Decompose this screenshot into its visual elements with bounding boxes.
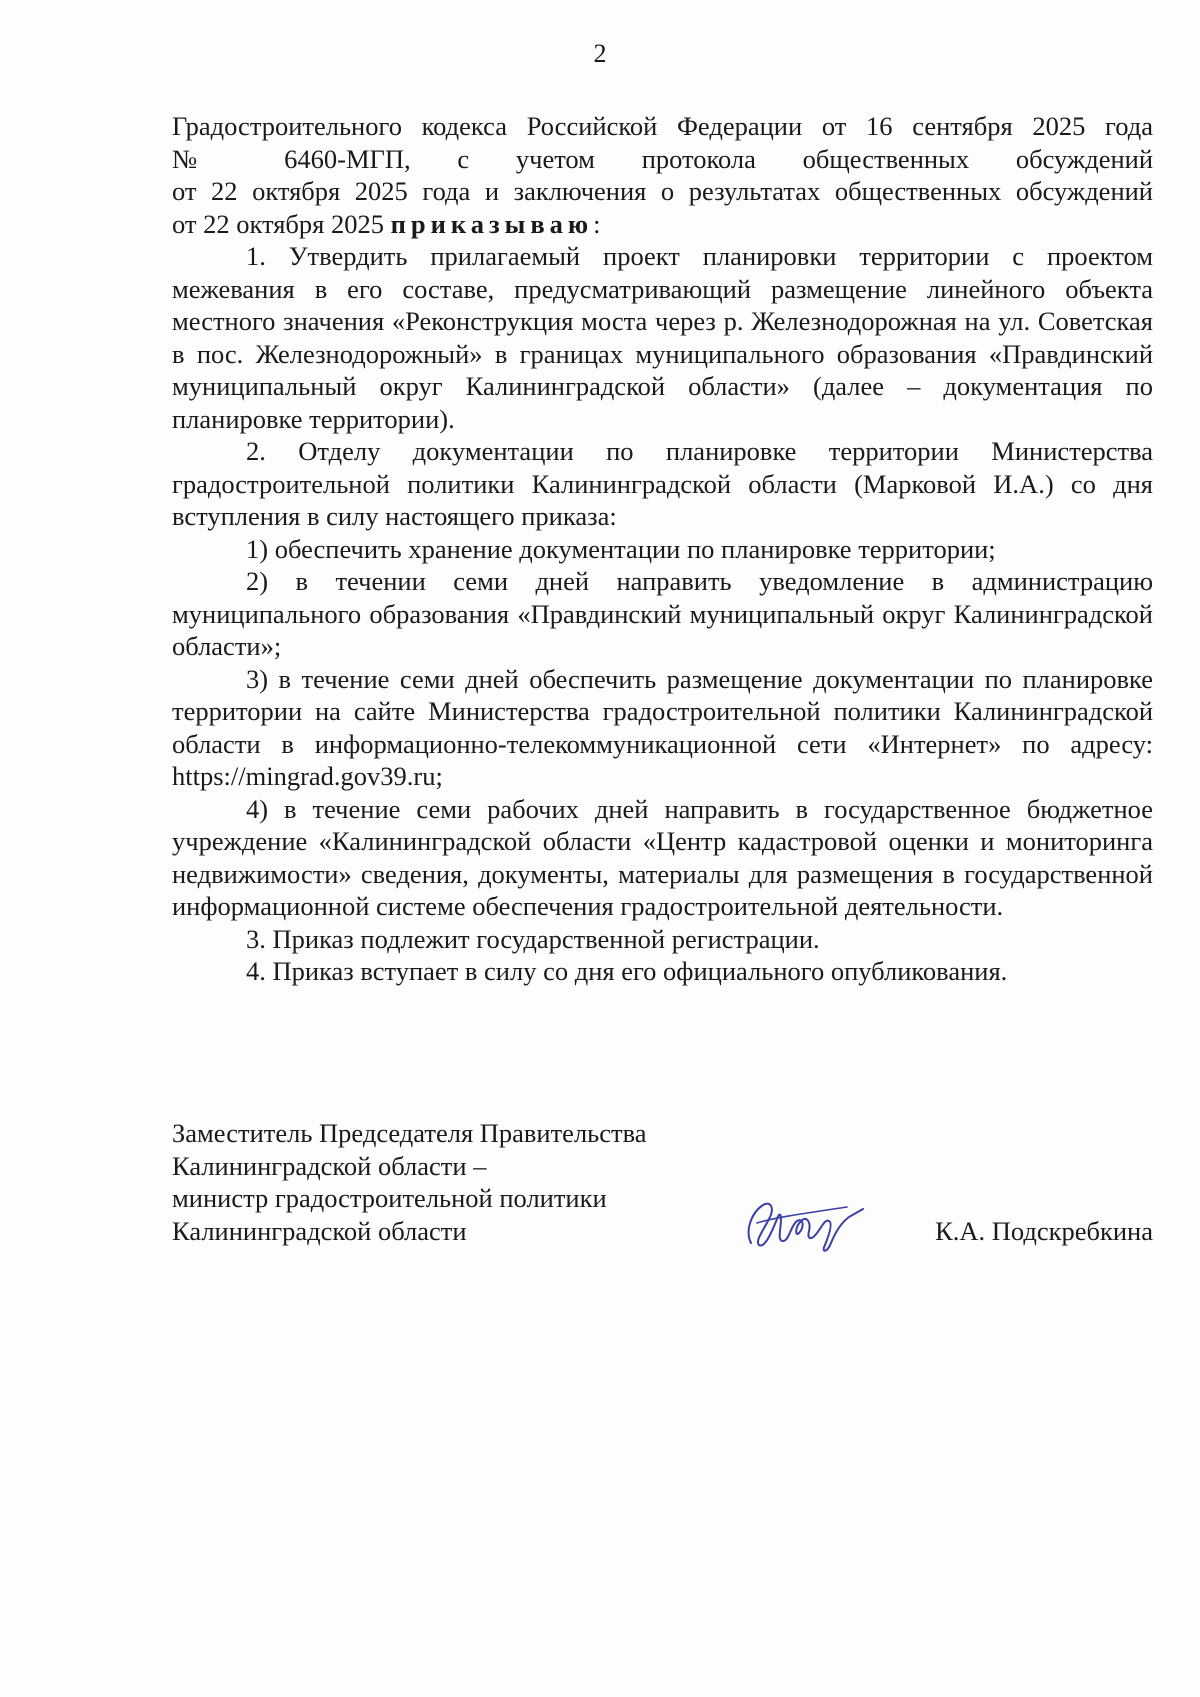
item-2: 2. Отделу документации по планировке территории Министерства градостроительной политики Калининградской области (Марковой И.А.) со дня вступления в силу настоящего приказа: — [172, 436, 1153, 531]
intro-line-3: от 22 октября 2025 года и заключения о результатах общественных обсуждений — [172, 176, 1153, 206]
intro-line-1: Градостроительного кодекса Российской Федерации от 16 сентября 2025 года — [172, 111, 1153, 141]
intro-paragraph-line3 — [172, 175, 1153, 208]
signer-name: К.А. Подскребкина — [935, 1216, 1153, 1246]
item-3: 3. Приказ подлежит государственной регистрации. — [246, 923, 820, 954]
item-2-3: 3) в течение семи дней обеспечить размещение документации по планировке территории на сайте Министерства градостроительной политики Калининградской области в информационно-телекоммуникационной сети «Интернет» по адресу: https://mingrad.gov39.ru; — [172, 663, 1153, 791]
handwritten-signature — [737, 1183, 867, 1263]
signer-position-line-2: Калининградской области – — [172, 1150, 487, 1181]
intro-paragraph — [172, 110, 1153, 143]
decree-word: приказываю — [390, 208, 594, 239]
intro-line-2: № 6460-МГП, с учетом протокола общественных обсуждений — [172, 143, 1153, 174]
intro-paragraph-line2 — [172, 143, 1153, 176]
item-1: 1. Утвердить прилагаемый проект планировки территории с проектом межевания в его составе, предусматривающий размещение линейного объекта местного значения «Реконструкция моста через р. Железнодорожная на ул. Советская в пос. Железнодорожный» в границах муниципального образования «Правдинский муниципальный округ Калининградской области» (далее – документация по планировке территории). — [172, 241, 1153, 434]
page-number: 2 — [593, 39, 607, 68]
document-body — [172, 110, 1153, 988]
item-2-2: 2) в течении семи дней направить уведомление в администрацию муниципального образования «Правдинский муниципальный округ Калининградской области»; — [172, 566, 1153, 661]
item-2-4: 4) в течение семи рабочих дней направить в государственное бюджетное учреждение «Калининградской области «Центр кадастровой оценки и мониторинга недвижимости» сведения, документы, материалы для размещения в государственной информационной системе обеспечения градостроительной деятельности. — [172, 793, 1153, 921]
signer-position-line-3: министр градостроительной политики — [172, 1183, 607, 1213]
intro-paragraph-line4 — [172, 208, 1153, 241]
item-2-1: 1) обеспечить хранение документации по планировке территории; — [246, 533, 996, 564]
decree-colon: : — [593, 208, 601, 239]
signer-position-line-1: Заместитель Председателя Правительства — [172, 1118, 647, 1148]
signature-block — [172, 1117, 1153, 1247]
item-4: 4. Приказ вступает в силу со дня его официального опубликования. — [246, 956, 1008, 986]
signer-position-line-4: Калининградской области — [172, 1215, 467, 1246]
intro-line-4: от 22 октября 2025 — [172, 208, 384, 239]
